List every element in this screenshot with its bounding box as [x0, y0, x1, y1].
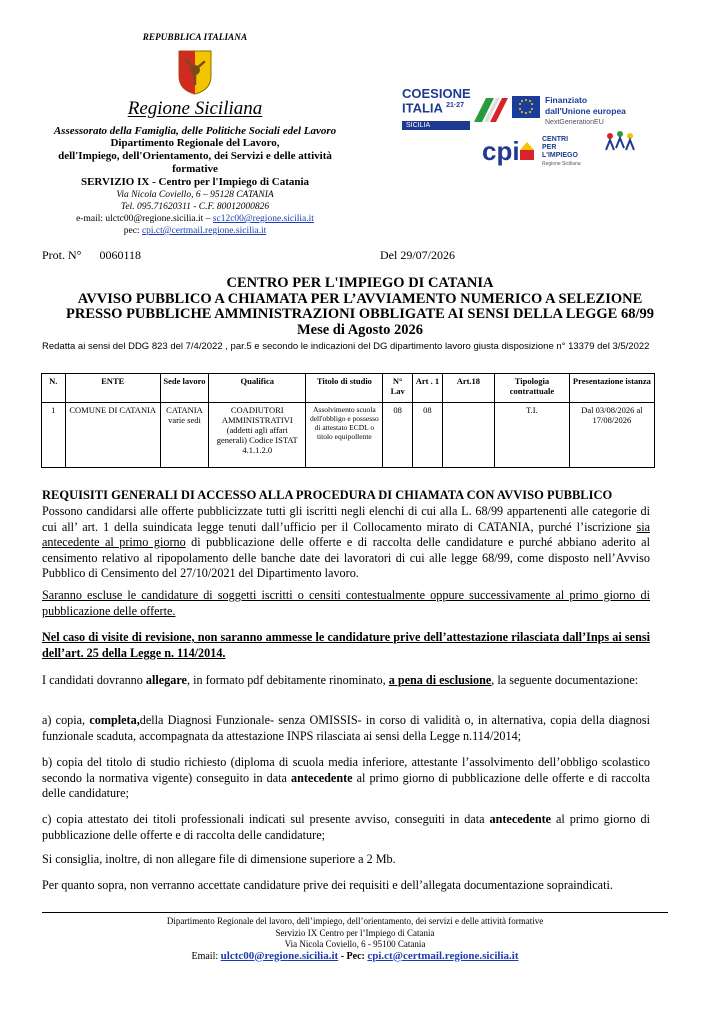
- cpi-line-3: L'IMPIEGO: [542, 152, 578, 159]
- item-b-text-3: al primo giorno di pubblicazione delle offerte e di raccolta delle candidature;: [42, 770, 650, 801]
- item-a-text-3: della Diagnosi Funzionale- senza OMISSIS- in corso di validità o, in alternativa, copia della diagnosi funzionale scaduta, accompagnata da attestazione INPS rilasciata ai sensi della Legge n.114/2014;: [42, 713, 650, 743]
- p4-pena-esclusione: a pena di esclusione: [388, 673, 492, 687]
- footer-line-2: Servizio IX Centro per l’Impiego di Catania: [275, 927, 435, 938]
- protocol-value: 0060118: [99, 248, 142, 262]
- p1-text-b: di pubblicazione delle offerte e di raccolta delle candidature e purché abbiano aderito al censimento relativo al ripopolamento delle banche date dei lavoratori di cui alle legge 68/99, come disposto nell’Avviso Pubblico di Censimento del 27/10/2021 del Dipartimento lavoro.: [42, 535, 650, 581]
- cpi-line-4: Regione Siciliana: [542, 161, 581, 167]
- p1-text-a: Possono candidarsi alle offerte pubblicizzate tutti gli iscritti negli elenchi di cui alla L. 68/99 appartenenti alle categorie di cui all’ art. 1 della suindicata legge tenuti dall’ufficio per il Collocamento mirato di CATANIA, purché l’iscrizione: [42, 504, 650, 534]
- svg-text:cpi: cpi: [482, 136, 520, 166]
- p1-underlined: sia antecedente al primo giorno: [42, 519, 650, 550]
- col-header-art18: Art.18: [442, 374, 494, 403]
- col-header-art1: Art . 1: [413, 374, 443, 403]
- p4-text-c: , in formato pdf debitamente rinominato,: [186, 673, 389, 687]
- title-line-4: Mese di Agosto 2026: [296, 321, 424, 338]
- footer-line-3: Via Nicola Coviello, 6 - 95100 Catania: [284, 939, 426, 949]
- cell-n: 1: [42, 403, 66, 468]
- cell-sede: CATANIA varie sedi: [160, 403, 208, 468]
- title-line-1: CENTRO PER L'IMPIEGO DI CATANIA: [226, 275, 494, 291]
- paragraph-eligibility: [42, 504, 650, 582]
- eu-line-1: Finanziato: [545, 95, 588, 105]
- department-line-2: dell'Impiego, dell'Orientamento, dei Servizi e delle attività formative: [58, 150, 332, 175]
- eu-line-3: NextGenerationEU: [545, 119, 604, 126]
- region-name: Regione Siciliana: [127, 98, 263, 119]
- protocol-date: Del 29/07/2026: [380, 248, 455, 262]
- cell-art18: [442, 403, 494, 468]
- col-header-ente: ENTE: [65, 374, 160, 403]
- p4-text-a: I candidati dovranno: [42, 673, 146, 687]
- legal-reference: Redatta ai sensi del DDG 823 del 7/4/2022 , par.5 e secondo le indicazioni del DG dipartimento lavoro giusta disposizione n° 13379 del 3/5/2022: [42, 341, 650, 352]
- paragraph-revision-visits: Nel caso di visite di revisione, non saranno ammesse le candidature prive dell’attestazione rilasciata dall’Inps ai sensi dell’art. 25 della Legge n. 114/2014.: [42, 630, 650, 660]
- eu-flag-icon: [512, 96, 540, 118]
- sicily-crest-icon: [176, 48, 214, 96]
- email-link[interactable]: sc12c00@regione.sicilia.it: [212, 214, 314, 224]
- title-line-3: PRESSO PUBBLICHE AMMINISTRAZIONI OBBLIGATE AI SENSI DELLA LEGGE 68/99: [66, 306, 654, 322]
- table-row: [42, 403, 655, 468]
- paragraph-file-size: Si consiglia, inoltre, di non allegare file di dimensione superiore a 2 Mb.: [42, 852, 396, 866]
- col-header-titolo: Titolo di studio: [306, 374, 383, 403]
- italia-text: ITALIA: [402, 100, 443, 116]
- cell-presentazione: Dal 03/08/2026 al 17/08/2026: [569, 403, 654, 468]
- cell-ente: COMUNE DI CATANIA: [65, 403, 160, 468]
- pec-label: pec:: [123, 226, 142, 236]
- cpi-logo-icon: [480, 130, 540, 172]
- department-line-3: SERVIZIO IX - Centro per l'Impiego di Catania: [80, 176, 310, 188]
- item-b: [42, 755, 650, 802]
- item-b-text-1: b) copia del titolo di studio richiesto (diploma di scuola media inferiore, attestante l’assolvimento dell’obbligo scolastico secondo la normativa vigente) conseguito in data: [42, 755, 650, 785]
- cell-tipologia: T.I.: [495, 403, 570, 468]
- eu-funding-text: [545, 95, 626, 128]
- funding-logos: [402, 88, 692, 183]
- italian-flag-arrow-icon: [472, 92, 510, 126]
- assessorato: Assessorato della Famiglia, delle Politiche Sociali edel Lavoro: [53, 125, 337, 137]
- email-label: e-mail: ulctc00@regione.sicilia.it –: [76, 214, 213, 224]
- email-line: [40, 213, 350, 225]
- paragraph-closing: Per quanto sopra, non verranno accettate candidature prive dei requisiti e dell’allegata documentazione sopraindicati.: [42, 878, 613, 892]
- cell-titolo: Assolvimento scuola dell'obbligo e possesso di attestato ECDL o titolo equipollente: [306, 403, 383, 468]
- cell-qualifica: COADIUTORI AMMINISTRATIVI (addetti agli affari generali) Codice ISTAT 4.1.1.2.0: [209, 403, 306, 468]
- paragraph-exclusions: Saranno escluse le candidature di soggetti iscritti o censiti contestualmente oppure successivamente al primo giorno di pubblicazione delle offerte.: [42, 588, 650, 618]
- protocol-number: [42, 248, 141, 263]
- title-line-2: AVVISO PUBBLICO A CHIAMATA PER L’AVVIAMENTO NUMERICO A SELEZIONE: [77, 290, 643, 307]
- pec-line: [40, 225, 350, 237]
- footer-pec-label: - Pec:: [338, 950, 368, 962]
- item-b-bold: antecedente: [290, 770, 353, 785]
- footer-contacts: [40, 951, 670, 963]
- p4-text-e: , la seguente documentazione:: [491, 673, 639, 687]
- address: Via Nicola Coviello, 6 – 95128 CATANIA: [116, 190, 274, 200]
- item-c: [42, 812, 650, 843]
- republic-label: REPUBBLICA ITALIANA: [142, 32, 248, 42]
- item-c-bold: antecedente: [489, 812, 552, 826]
- col-header-presentazione: Presentazione istanza: [569, 374, 654, 403]
- footer-email-label: Email:: [191, 950, 221, 962]
- cpi-logo: [480, 130, 540, 177]
- notice-title: [30, 276, 690, 338]
- col-header-n: N.: [42, 374, 66, 403]
- cpi-text: [542, 136, 581, 168]
- footer-divider: [42, 912, 668, 913]
- item-a-bold: completa,: [89, 713, 140, 727]
- eu-line-2: dall'Unione europea: [545, 106, 626, 116]
- offers-table: [41, 373, 655, 468]
- sicilia-label: SICILIA: [402, 121, 470, 130]
- coesione-italia-logo: [402, 88, 477, 132]
- footer-email-link[interactable]: ulctc00@regione.sicilia.it: [220, 949, 339, 962]
- coesione-years: 21·27: [446, 102, 464, 109]
- col-header-tipologia: Tipologia contrattuale: [495, 374, 570, 403]
- footer-line-1: Dipartimento Regionale del lavoro, dell’impiego, dell’orientamento, dei servizi e delle attività formative: [166, 916, 544, 926]
- cell-art1: 08: [413, 403, 443, 468]
- protocol-label: Prot. N°: [42, 248, 82, 262]
- footer-pec-link[interactable]: cpi.ct@certmail.regione.sicilia.it: [367, 949, 519, 962]
- col-header-sede: Sede lavoro: [160, 374, 208, 403]
- cpi-line-2: PER: [542, 144, 557, 151]
- requirements-heading: REQUISITI GENERALI DI ACCESSO ALLA PROCEDURA DI CHIAMATA CON AVVISO PUBBLICO: [42, 488, 613, 502]
- p4-allegare: allegare: [145, 673, 187, 687]
- coesione-text: COESIONE: [402, 86, 471, 101]
- col-header-nlav: N° Lav: [383, 374, 413, 403]
- people-figures-icon: [602, 128, 642, 158]
- col-header-qualifica: Qualifica: [209, 374, 306, 403]
- paragraph-attachments: [42, 673, 650, 689]
- telephone: Tel. 095.71620311 - C.F. 80012000826: [120, 202, 270, 212]
- cell-nlav: 08: [383, 403, 413, 468]
- cpi-line-1: CENTRI: [542, 136, 569, 143]
- item-c-text-3: al primo giorno di pubblicazione delle offerte e di raccolta delle candidature;: [42, 812, 650, 842]
- item-a: [42, 713, 650, 744]
- item-c-text-1: c) copia attestato dei titoli professionali indicati sul presente avviso, conseguiti in data: [42, 812, 490, 826]
- table-header-row: [42, 374, 655, 403]
- letterhead: [40, 32, 350, 237]
- item-a-text-1: a) copia,: [42, 713, 90, 727]
- pec-link[interactable]: cpi.ct@certmail.regione.sicilia.it: [141, 226, 267, 236]
- footer: [40, 916, 670, 962]
- department-line-1: Dipartimento Regionale del Lavoro,: [110, 137, 280, 149]
